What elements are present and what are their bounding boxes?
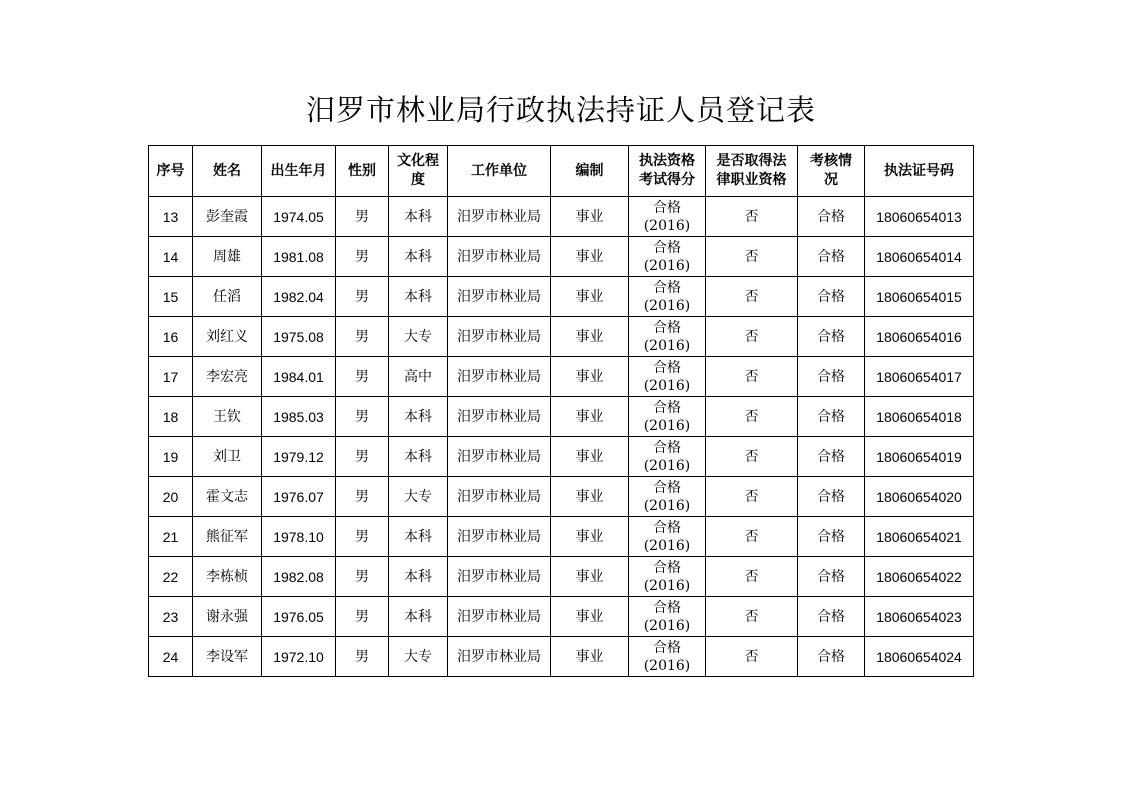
cell-unit: 汨罗市林业局 [448,477,551,517]
cell-exam-result: 合格 [653,199,681,216]
cell-birth: 1985.03 [262,397,336,437]
cell-exam-result: 合格 [653,439,681,456]
cell-staffing: 事业 [551,517,629,557]
cell-birth: 1972.10 [262,637,336,677]
cell-name: 李栋桢 [193,557,262,597]
cell-birth: 1974.05 [262,197,336,237]
cell-name: 熊征军 [193,517,262,557]
cell-law-qualification: 否 [706,637,798,677]
cell-index: 24 [149,637,193,677]
cell-assessment: 合格 [798,397,865,437]
cell-index: 14 [149,237,193,277]
cell-assessment: 合格 [798,437,865,477]
cell-exam-year: (2016) [643,297,691,314]
cell-law-qualification: 否 [706,317,798,357]
cell-exam-score [629,637,706,677]
cell-gender: 男 [336,597,389,637]
cell-exam-result: 合格 [653,239,681,256]
cell-exam-year: (2016) [643,417,691,434]
cell-certificate-no: 18060654014 [865,237,974,277]
cell-exam-year: (2016) [643,617,691,634]
cell-assessment: 合格 [798,597,865,637]
cell-law-qualification: 否 [706,437,798,477]
table-row [149,357,974,397]
cell-assessment: 合格 [798,357,865,397]
cell-unit: 汨罗市林业局 [448,637,551,677]
header-assessment-line-1: 考核情 [810,153,852,169]
table-row [149,437,974,477]
cell-exam-score [629,517,706,557]
cell-staffing: 事业 [551,317,629,357]
cell-staffing: 事业 [551,637,629,677]
personnel-register-table [148,145,974,677]
cell-unit: 汨罗市林业局 [448,597,551,637]
cell-index: 13 [149,197,193,237]
cell-unit: 汨罗市林业局 [448,317,551,357]
cell-certificate-no: 18060654024 [865,637,974,677]
cell-assessment: 合格 [798,317,865,357]
cell-birth: 1982.08 [262,557,336,597]
cell-staffing: 事业 [551,557,629,597]
cell-name: 李宏亮 [193,357,262,397]
cell-name: 彭奎霞 [193,197,262,237]
cell-gender: 男 [336,637,389,677]
cell-index: 23 [149,597,193,637]
cell-exam-score [629,357,706,397]
cell-birth: 1976.07 [262,477,336,517]
cell-certificate-no: 18060654018 [865,397,974,437]
header-law-qualification-line-2: 律职业资格 [716,172,787,188]
header-index: 序号 [149,146,193,197]
cell-name: 任滔 [193,277,262,317]
cell-gender: 男 [336,557,389,597]
cell-law-qualification: 否 [706,277,798,317]
cell-index: 20 [149,477,193,517]
table-row [149,557,974,597]
table-row [149,237,974,277]
cell-law-qualification: 否 [706,557,798,597]
cell-education: 本科 [389,557,448,597]
cell-assessment: 合格 [798,477,865,517]
cell-assessment: 合格 [798,637,865,677]
cell-exam-score [629,277,706,317]
cell-education: 大专 [389,317,448,357]
cell-assessment: 合格 [798,277,865,317]
cell-birth: 1978.10 [262,517,336,557]
cell-name: 刘红义 [193,317,262,357]
cell-gender: 男 [336,277,389,317]
cell-education: 大专 [389,637,448,677]
header-education [389,146,448,197]
cell-education: 本科 [389,277,448,317]
cell-index: 18 [149,397,193,437]
cell-exam-score [629,437,706,477]
cell-exam-result: 合格 [653,399,681,416]
cell-law-qualification: 否 [706,477,798,517]
cell-exam-year: (2016) [643,457,691,474]
cell-gender: 男 [336,477,389,517]
cell-index: 16 [149,317,193,357]
table-row [149,637,974,677]
cell-unit: 汨罗市林业局 [448,437,551,477]
cell-gender: 男 [336,397,389,437]
cell-education: 本科 [389,397,448,437]
cell-exam-result: 合格 [653,479,681,496]
cell-certificate-no: 18060654022 [865,557,974,597]
cell-exam-score [629,597,706,637]
cell-gender: 男 [336,357,389,397]
cell-exam-year: (2016) [643,257,691,274]
cell-exam-score [629,197,706,237]
cell-exam-score [629,557,706,597]
cell-staffing: 事业 [551,437,629,477]
cell-exam-year: (2016) [643,337,691,354]
cell-unit: 汨罗市林业局 [448,557,551,597]
cell-birth: 1981.08 [262,237,336,277]
cell-index: 21 [149,517,193,557]
cell-education: 本科 [389,437,448,477]
table-row [149,517,974,557]
cell-assessment: 合格 [798,237,865,277]
table-header [149,146,974,197]
cell-exam-score [629,397,706,437]
cell-index: 17 [149,357,193,397]
cell-certificate-no: 18060654021 [865,517,974,557]
cell-birth: 1984.01 [262,357,336,397]
cell-exam-score [629,477,706,517]
cell-staffing: 事业 [551,397,629,437]
cell-staffing: 事业 [551,357,629,397]
cell-exam-year: (2016) [643,217,691,234]
cell-education: 本科 [389,597,448,637]
table-row [149,597,974,637]
cell-education: 本科 [389,517,448,557]
cell-gender: 男 [336,517,389,557]
cell-exam-result: 合格 [653,559,681,576]
table-row [149,197,974,237]
cell-unit: 汨罗市林业局 [448,277,551,317]
cell-certificate-no: 18060654013 [865,197,974,237]
cell-exam-year: (2016) [643,657,691,674]
cell-name: 霍文志 [193,477,262,517]
cell-unit: 汨罗市林业局 [448,197,551,237]
header-birth: 出生年月 [262,146,336,197]
header-row [149,146,974,197]
cell-law-qualification: 否 [706,397,798,437]
cell-assessment: 合格 [798,557,865,597]
cell-education: 高中 [389,357,448,397]
cell-name: 李设军 [193,637,262,677]
cell-law-qualification: 否 [706,237,798,277]
cell-exam-result: 合格 [653,319,681,336]
cell-exam-result: 合格 [653,279,681,296]
cell-exam-year: (2016) [643,577,691,594]
cell-gender: 男 [336,237,389,277]
cell-staffing: 事业 [551,197,629,237]
header-law-qualification [706,146,798,197]
cell-index: 15 [149,277,193,317]
cell-staffing: 事业 [551,277,629,317]
header-staffing: 编制 [551,146,629,197]
cell-unit: 汨罗市林业局 [448,237,551,277]
cell-index: 19 [149,437,193,477]
cell-exam-score [629,317,706,357]
cell-birth: 1975.08 [262,317,336,357]
cell-assessment: 合格 [798,517,865,557]
table-row [149,277,974,317]
header-education-line-2: 度 [411,172,425,188]
cell-unit: 汨罗市林业局 [448,397,551,437]
cell-gender: 男 [336,437,389,477]
cell-law-qualification: 否 [706,197,798,237]
cell-name: 王钦 [193,397,262,437]
cell-exam-result: 合格 [653,599,681,616]
cell-index: 22 [149,557,193,597]
cell-certificate-no: 18060654015 [865,277,974,317]
cell-exam-year: (2016) [643,537,691,554]
header-gender: 性别 [336,146,389,197]
cell-education: 本科 [389,237,448,277]
cell-unit: 汨罗市林业局 [448,357,551,397]
cell-name: 谢永强 [193,597,262,637]
document-title: 汨罗市林业局行政执法持证人员登记表 [305,93,816,127]
header-name: 姓名 [193,146,262,197]
cell-birth: 1979.12 [262,437,336,477]
cell-exam-year: (2016) [643,497,691,514]
header-education-line-1: 文化程 [397,153,439,169]
table-row [149,477,974,517]
cell-assessment: 合格 [798,197,865,237]
header-assessment-line-2: 况 [824,172,838,188]
cell-certificate-no: 18060654020 [865,477,974,517]
cell-certificate-no: 18060654019 [865,437,974,477]
cell-gender: 男 [336,317,389,357]
cell-gender: 男 [336,197,389,237]
cell-certificate-no: 18060654016 [865,317,974,357]
table-body [149,197,974,677]
cell-exam-result: 合格 [653,359,681,376]
cell-law-qualification: 否 [706,357,798,397]
header-exam-score-line-2: 考试得分 [639,172,695,188]
cell-unit: 汨罗市林业局 [448,517,551,557]
cell-exam-result: 合格 [653,519,681,536]
cell-staffing: 事业 [551,597,629,637]
cell-exam-score [629,237,706,277]
cell-certificate-no: 18060654017 [865,357,974,397]
header-exam-score-line-1: 执法资格 [639,153,695,169]
cell-education: 大专 [389,477,448,517]
header-assessment [798,146,865,197]
cell-name: 周雄 [193,237,262,277]
cell-exam-year: (2016) [643,377,691,394]
table-row [149,397,974,437]
cell-staffing: 事业 [551,237,629,277]
cell-birth: 1982.04 [262,277,336,317]
cell-law-qualification: 否 [706,517,798,557]
header-unit: 工作单位 [448,146,551,197]
header-law-qualification-line-1: 是否取得法 [716,153,787,169]
table-row [149,317,974,357]
header-exam-score [629,146,706,197]
cell-exam-result: 合格 [653,639,681,656]
cell-certificate-no: 18060654023 [865,597,974,637]
cell-name: 刘卫 [193,437,262,477]
cell-birth: 1976.05 [262,597,336,637]
header-certificate-no: 执法证号码 [865,146,974,197]
cell-law-qualification: 否 [706,597,798,637]
cell-staffing: 事业 [551,477,629,517]
cell-education: 本科 [389,197,448,237]
